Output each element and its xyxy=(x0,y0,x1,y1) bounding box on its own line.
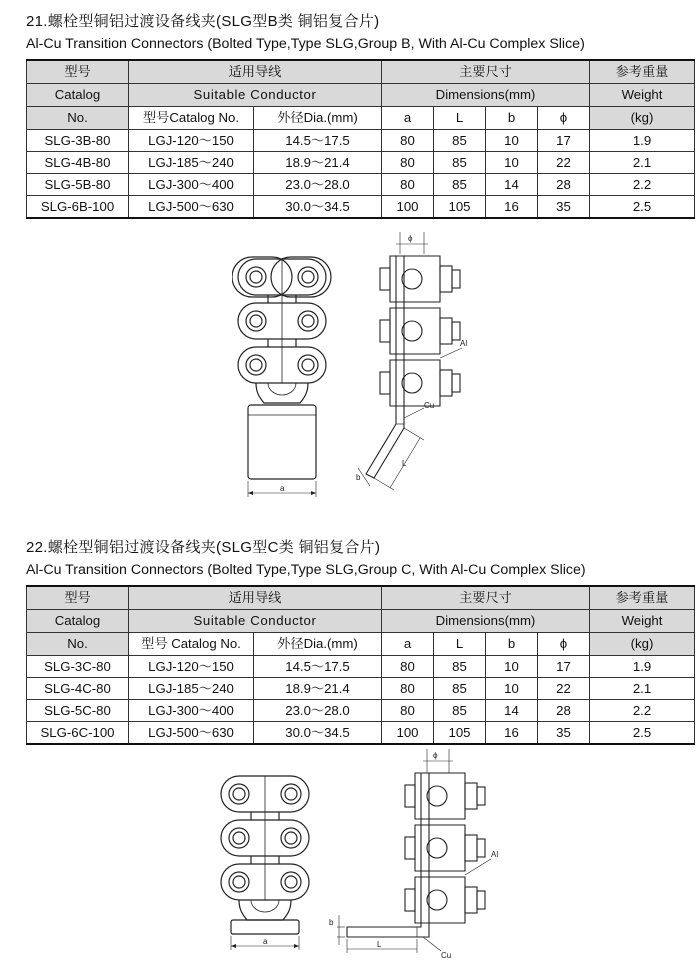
cell-catalog: SLG-6C-100 xyxy=(27,722,129,745)
cell-weight: 2.1 xyxy=(590,678,695,700)
cell-dia: 18.9～21.4 xyxy=(254,678,382,700)
cell-a: 100 xyxy=(382,722,434,745)
cell-catalog: SLG-6B-100 xyxy=(27,196,129,219)
cell-conductor: LGJ-300～400 xyxy=(129,700,254,722)
dim-label-b: b xyxy=(329,918,334,927)
cell-weight: 1.9 xyxy=(590,656,695,678)
cell-b: 10 xyxy=(486,656,538,678)
cell-dia: 30.0～34.5 xyxy=(254,722,382,745)
cell-phi: 35 xyxy=(538,722,590,745)
header-model-en2: No. xyxy=(27,107,129,130)
cell-b: 14 xyxy=(486,174,538,196)
header-conductor-en: Suitable Conductor xyxy=(129,610,382,633)
header-weight-unit: (kg) xyxy=(590,633,695,656)
cell-dia: 14.5～17.5 xyxy=(254,130,382,152)
cell-a: 80 xyxy=(382,700,434,722)
table-row xyxy=(27,152,695,174)
table-row xyxy=(27,196,695,219)
header-model-cn: 型号 xyxy=(27,586,129,610)
cell-dia: 18.9～21.4 xyxy=(254,152,382,174)
cell-L: 85 xyxy=(434,700,486,722)
header-dims-cn: 主要尺寸 xyxy=(382,586,590,610)
cell-b: 16 xyxy=(486,722,538,745)
cell-conductor: LGJ-185～240 xyxy=(129,152,254,174)
header-weight-cn: 参考重量 xyxy=(590,586,695,610)
cell-a: 100 xyxy=(382,196,434,219)
cell-weight: 2.5 xyxy=(590,196,695,219)
table-row xyxy=(27,678,695,700)
dim-label-b: b xyxy=(356,473,361,482)
cell-conductor: LGJ-500～630 xyxy=(129,722,254,745)
cell-b: 10 xyxy=(486,130,538,152)
header-weight-en: Weight xyxy=(590,610,695,633)
dim-label-a: a xyxy=(263,937,268,946)
cell-dia: 23.0～28.0 xyxy=(254,174,382,196)
cell-a: 80 xyxy=(382,174,434,196)
cell-L: 105 xyxy=(434,196,486,219)
connector-side-view-21 xyxy=(340,228,470,498)
table-row xyxy=(27,656,695,678)
cell-catalog: SLG-4B-80 xyxy=(27,152,129,174)
cell-dia: 23.0～28.0 xyxy=(254,700,382,722)
cell-conductor: LGJ-185～240 xyxy=(129,678,254,700)
cell-phi: 22 xyxy=(538,678,590,700)
header-conductor-cn: 适用导线 xyxy=(129,60,382,84)
header-conductor-catalog: 型号 Catalog No. xyxy=(129,633,254,656)
cell-L: 105 xyxy=(434,722,486,745)
header-conductor-dia: 外径Dia.(mm) xyxy=(254,633,382,656)
cell-L: 85 xyxy=(434,130,486,152)
section-22-title: 22.螺栓型铜铝过渡设备线夹(SLG型C类 铜铝复合片) xyxy=(26,539,381,556)
cell-b: 14 xyxy=(486,700,538,722)
header-dim-L: L xyxy=(434,633,486,656)
header-model-cn: 型号 xyxy=(27,60,129,84)
header-dim-a: a xyxy=(382,107,434,130)
dim-label-phi: ϕ xyxy=(433,751,438,760)
spec-table-21 xyxy=(26,59,695,219)
cell-phi: 17 xyxy=(538,656,590,678)
header-dim-phi: ϕ xyxy=(538,633,590,656)
header-weight-en: Weight xyxy=(590,84,695,107)
header-dims-cn: 主要尺寸 xyxy=(382,60,590,84)
header-model-en2: No. xyxy=(27,633,129,656)
cell-b: 10 xyxy=(486,152,538,174)
cell-a: 80 xyxy=(382,130,434,152)
cell-conductor: LGJ-120～150 xyxy=(129,130,254,152)
label-al: Al xyxy=(491,850,499,859)
cell-b: 16 xyxy=(486,196,538,219)
header-conductor-dia: 外径Dia.(mm) xyxy=(254,107,382,130)
header-weight-cn: 参考重量 xyxy=(590,60,695,84)
header-dim-a: a xyxy=(382,633,434,656)
label-cu: Cu xyxy=(424,401,435,410)
cell-a: 80 xyxy=(382,656,434,678)
cell-phi: 28 xyxy=(538,174,590,196)
cell-a: 80 xyxy=(382,152,434,174)
cell-dia: 14.5～17.5 xyxy=(254,656,382,678)
cell-weight: 2.1 xyxy=(590,152,695,174)
cell-L: 85 xyxy=(434,656,486,678)
header-dim-phi: ϕ xyxy=(538,107,590,130)
cell-catalog: SLG-5C-80 xyxy=(27,700,129,722)
cell-weight: 1.9 xyxy=(590,130,695,152)
section-21-title: 21.螺栓型铜铝过渡设备线夹(SLG型B类 铜铝复合片) xyxy=(26,13,380,30)
table-row xyxy=(27,700,695,722)
cell-L: 85 xyxy=(434,678,486,700)
cell-weight: 2.5 xyxy=(590,722,695,745)
table-row xyxy=(27,174,695,196)
cell-b: 10 xyxy=(486,678,538,700)
header-dims-en: Dimensions(mm) xyxy=(382,610,590,633)
header-dim-b: b xyxy=(486,107,538,130)
header-conductor-cn: 适用导线 xyxy=(129,586,382,610)
section-22-subtitle: Al-Cu Transition Connectors (Bolted Type,Type SLG,Group C, With Al-Cu Complex Slice) xyxy=(26,562,586,578)
label-al: Al xyxy=(460,339,468,348)
cell-catalog: SLG-4C-80 xyxy=(27,678,129,700)
cell-weight: 2.2 xyxy=(590,174,695,196)
dim-label-L: L xyxy=(377,940,382,949)
connector-front-view-22 xyxy=(215,772,315,957)
spec-table-22 xyxy=(26,585,695,745)
cell-catalog: SLG-3B-80 xyxy=(27,130,129,152)
header-conductor-en: Suitable Conductor xyxy=(129,84,382,107)
cell-phi: 17 xyxy=(538,130,590,152)
header-dims-en: Dimensions(mm) xyxy=(382,84,590,107)
cell-conductor: LGJ-500～630 xyxy=(129,196,254,219)
cell-phi: 22 xyxy=(538,152,590,174)
bolt-row xyxy=(232,257,331,297)
table-row xyxy=(27,722,695,745)
header-dim-L: L xyxy=(434,107,486,130)
cell-catalog: SLG-5B-80 xyxy=(27,174,129,196)
dim-label-phi: ϕ xyxy=(408,234,413,243)
cell-dia: 30.0～34.5 xyxy=(254,196,382,219)
header-conductor-catalog: 型号Catalog No. xyxy=(129,107,254,130)
cell-conductor: LGJ-120～150 xyxy=(129,656,254,678)
header-weight-unit: (kg) xyxy=(590,107,695,130)
header-dim-b: b xyxy=(486,633,538,656)
connector-front-view-21 xyxy=(232,255,332,505)
cell-L: 85 xyxy=(434,152,486,174)
cell-weight: 2.2 xyxy=(590,700,695,722)
cell-phi: 28 xyxy=(538,700,590,722)
dim-label-a: a xyxy=(280,484,285,493)
cell-a: 80 xyxy=(382,678,434,700)
dim-label-L: L xyxy=(402,459,407,468)
connector-side-view-22 xyxy=(325,745,515,960)
cell-conductor: LGJ-300～400 xyxy=(129,174,254,196)
cell-catalog: SLG-3C-80 xyxy=(27,656,129,678)
cell-phi: 35 xyxy=(538,196,590,219)
table-row xyxy=(27,130,695,152)
section-21-subtitle: Al-Cu Transition Connectors (Bolted Type,Type SLG,Group B, With Al-Cu Complex Slice) xyxy=(26,36,585,52)
header-model-en1: Catalog xyxy=(27,84,129,107)
cell-L: 85 xyxy=(434,174,486,196)
header-model-en1: Catalog xyxy=(27,610,129,633)
label-cu: Cu xyxy=(441,951,452,960)
